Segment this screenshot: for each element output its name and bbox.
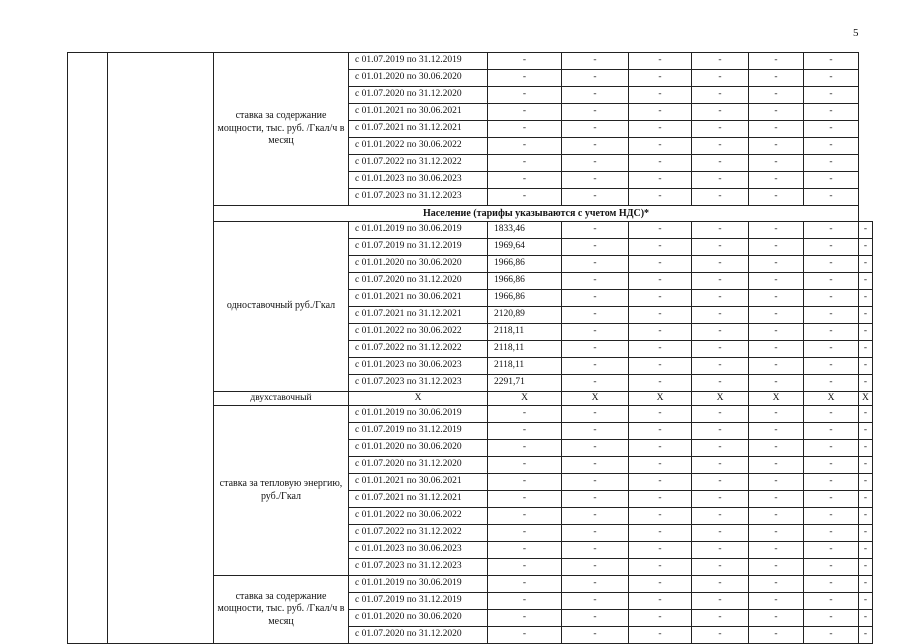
value-cell: - (562, 375, 629, 392)
value-cell: - (804, 273, 859, 290)
value-cell: - (804, 189, 859, 206)
value-cell: - (859, 406, 873, 423)
value-cell: - (692, 53, 749, 70)
period-cell: с 01.07.2019 по 31.12.2019 (349, 593, 488, 610)
period-cell: с 01.07.2019 по 31.12.2019 (349, 239, 488, 256)
value-cell: - (562, 222, 629, 239)
value-cell: - (804, 138, 859, 155)
value-cell: - (804, 627, 859, 644)
value-cell: - (692, 627, 749, 644)
value-cell: - (488, 627, 562, 644)
value-cell: - (692, 138, 749, 155)
value-cell: - (562, 324, 629, 341)
value-cell: - (629, 559, 692, 576)
tariff-value-cell: 2118,11 (488, 324, 562, 341)
value-cell: - (749, 222, 804, 239)
value-cell: - (804, 559, 859, 576)
value-cell: - (629, 239, 692, 256)
value-cell: - (804, 121, 859, 138)
value-cell: - (804, 525, 859, 542)
value-cell: - (629, 375, 692, 392)
value-cell: - (562, 610, 629, 627)
value-cell: - (859, 256, 873, 273)
value-cell: - (859, 542, 873, 559)
value-cell: - (804, 576, 859, 593)
x-cell: X (562, 392, 629, 406)
value-cell: - (488, 474, 562, 491)
value-cell: - (488, 593, 562, 610)
value-cell: - (804, 256, 859, 273)
value-cell: - (859, 559, 873, 576)
value-cell: - (562, 491, 629, 508)
value-cell: - (692, 290, 749, 307)
value-cell: - (488, 406, 562, 423)
value-cell: - (749, 172, 804, 189)
period-cell: с 01.01.2020 по 30.06.2020 (349, 610, 488, 627)
value-cell: - (629, 440, 692, 457)
value-cell: - (629, 627, 692, 644)
value-cell: - (692, 576, 749, 593)
value-cell: - (859, 358, 873, 375)
period-cell: с 01.01.2022 по 30.06.2022 (349, 508, 488, 525)
period-cell: с 01.01.2019 по 30.06.2019 (349, 406, 488, 423)
tariff-value-cell: 1969,64 (488, 239, 562, 256)
rate-label-single: одноставочный руб./Гкал (214, 222, 349, 392)
value-cell: - (692, 508, 749, 525)
value-cell: - (562, 457, 629, 474)
value-cell: - (629, 610, 692, 627)
value-cell: - (562, 406, 629, 423)
value-cell: - (859, 593, 873, 610)
value-cell: - (692, 189, 749, 206)
x-cell: X (749, 392, 804, 406)
value-cell: - (749, 525, 804, 542)
value-cell: - (562, 474, 629, 491)
value-cell: - (562, 542, 629, 559)
value-cell: - (804, 290, 859, 307)
value-cell: - (749, 324, 804, 341)
value-cell: - (749, 627, 804, 644)
tariff-value-cell: 1966,86 (488, 290, 562, 307)
value-cell: - (804, 239, 859, 256)
x-cell: X (859, 392, 873, 406)
value-cell: - (804, 104, 859, 121)
value-cell: - (804, 457, 859, 474)
value-cell: - (859, 440, 873, 457)
tariff-value-cell: 2120,89 (488, 307, 562, 324)
period-cell: с 01.07.2021 по 31.12.2021 (349, 307, 488, 324)
value-cell: - (804, 70, 859, 87)
value-cell: - (629, 324, 692, 341)
value-cell: - (692, 358, 749, 375)
value-cell: - (562, 121, 629, 138)
value-cell: - (859, 491, 873, 508)
value-cell: - (629, 358, 692, 375)
value-cell: - (804, 87, 859, 104)
value-cell: - (692, 341, 749, 358)
value-cell: - (859, 307, 873, 324)
value-cell: - (859, 239, 873, 256)
period-cell: с 01.07.2019 по 31.12.2019 (349, 423, 488, 440)
value-cell: - (859, 341, 873, 358)
x-cell: X (804, 392, 859, 406)
value-cell: - (562, 189, 629, 206)
value-cell: - (804, 593, 859, 610)
value-cell: - (692, 104, 749, 121)
value-cell: - (562, 104, 629, 121)
period-cell: с 01.01.2020 по 30.06.2020 (349, 70, 488, 87)
x-cell: X (488, 392, 562, 406)
value-cell: - (488, 53, 562, 70)
page-number: 5 (853, 27, 859, 39)
value-cell: - (692, 559, 749, 576)
period-cell: с 01.01.2021 по 30.06.2021 (349, 104, 488, 121)
value-cell: - (562, 70, 629, 87)
period-cell: с 01.07.2022 по 31.12.2022 (349, 341, 488, 358)
value-cell: - (859, 290, 873, 307)
section-title: Население (тарифы указываются с учетом НДС)* (214, 206, 859, 222)
value-cell: - (859, 457, 873, 474)
value-cell: - (804, 307, 859, 324)
value-cell: - (749, 542, 804, 559)
value-cell: - (562, 358, 629, 375)
value-cell: - (749, 559, 804, 576)
value-cell: - (692, 155, 749, 172)
value-cell: - (562, 508, 629, 525)
value-cell: - (562, 440, 629, 457)
value-cell: - (562, 525, 629, 542)
period-cell: с 01.01.2019 по 30.06.2019 (349, 222, 488, 239)
value-cell: - (749, 256, 804, 273)
value-cell: - (692, 307, 749, 324)
value-cell: - (562, 273, 629, 290)
rate-label-energy: ставка за тепловую энергию, руб./Гкал (214, 406, 349, 576)
organization-column-cell (108, 53, 214, 644)
value-cell: - (629, 525, 692, 542)
value-cell: - (629, 406, 692, 423)
value-cell: - (488, 423, 562, 440)
value-cell: - (749, 307, 804, 324)
x-cell: X (349, 392, 488, 406)
period-cell: с 01.01.2020 по 30.06.2020 (349, 440, 488, 457)
value-cell: - (804, 222, 859, 239)
value-cell: - (692, 593, 749, 610)
period-cell: с 01.01.2021 по 30.06.2021 (349, 290, 488, 307)
value-cell: - (692, 375, 749, 392)
value-cell: - (629, 138, 692, 155)
tariff-table (67, 52, 873, 644)
value-cell: - (859, 375, 873, 392)
value-cell: - (629, 189, 692, 206)
value-cell: - (859, 474, 873, 491)
value-cell: - (749, 87, 804, 104)
value-cell: - (804, 53, 859, 70)
value-cell: - (859, 576, 873, 593)
value-cell: - (804, 423, 859, 440)
value-cell: - (488, 457, 562, 474)
value-cell: - (629, 87, 692, 104)
period-cell: с 01.07.2021 по 31.12.2021 (349, 491, 488, 508)
value-cell: - (804, 610, 859, 627)
value-cell: - (562, 559, 629, 576)
value-cell: - (692, 474, 749, 491)
value-cell: - (488, 70, 562, 87)
value-cell: - (692, 406, 749, 423)
value-cell: - (629, 576, 692, 593)
value-cell: - (629, 53, 692, 70)
value-cell: - (629, 341, 692, 358)
value-cell: - (749, 290, 804, 307)
value-cell: - (859, 222, 873, 239)
value-cell: - (488, 121, 562, 138)
period-cell: с 01.07.2021 по 31.12.2021 (349, 121, 488, 138)
tariff-value-cell: 1966,86 (488, 273, 562, 290)
value-cell: - (804, 508, 859, 525)
value-cell: - (562, 576, 629, 593)
value-cell: - (692, 525, 749, 542)
value-cell: - (692, 70, 749, 87)
period-cell: с 01.07.2023 по 31.12.2023 (349, 375, 488, 392)
value-cell: - (629, 256, 692, 273)
value-cell: - (562, 172, 629, 189)
value-cell: - (692, 256, 749, 273)
value-cell: - (488, 440, 562, 457)
period-cell: с 01.07.2020 по 31.12.2020 (349, 273, 488, 290)
tariff-value-cell: 2118,11 (488, 358, 562, 375)
tariff-value-cell: 2118,11 (488, 341, 562, 358)
value-cell: - (749, 508, 804, 525)
value-cell: - (629, 155, 692, 172)
value-cell: - (749, 375, 804, 392)
value-cell: - (562, 593, 629, 610)
value-cell: - (692, 324, 749, 341)
value-cell: - (749, 341, 804, 358)
value-cell: - (629, 542, 692, 559)
value-cell: - (488, 525, 562, 542)
value-cell: - (629, 508, 692, 525)
value-cell: - (804, 474, 859, 491)
table-row (68, 53, 873, 70)
value-cell: - (629, 457, 692, 474)
value-cell: - (692, 87, 749, 104)
value-cell: - (692, 440, 749, 457)
x-cell: X (692, 392, 749, 406)
value-cell: - (859, 423, 873, 440)
value-cell: - (629, 222, 692, 239)
value-cell: - (562, 290, 629, 307)
value-cell: - (804, 155, 859, 172)
value-cell: - (692, 491, 749, 508)
value-cell: - (629, 104, 692, 121)
value-cell: - (804, 358, 859, 375)
value-cell: - (629, 121, 692, 138)
value-cell: - (749, 457, 804, 474)
value-cell: - (488, 610, 562, 627)
value-cell: - (692, 457, 749, 474)
value-cell: - (859, 525, 873, 542)
value-cell: - (692, 542, 749, 559)
value-cell: - (692, 222, 749, 239)
value-cell: - (749, 138, 804, 155)
value-cell: - (562, 239, 629, 256)
value-cell: - (692, 423, 749, 440)
value-cell: - (488, 138, 562, 155)
value-cell: - (859, 610, 873, 627)
period-cell: с 01.01.2022 по 30.06.2022 (349, 138, 488, 155)
value-cell: - (749, 474, 804, 491)
number-column-cell (68, 53, 108, 644)
value-cell: - (629, 423, 692, 440)
period-cell: с 01.07.2020 по 31.12.2020 (349, 627, 488, 644)
rate-label-capacity-2: ставка за содержание мощности, тыс. руб. /Гкал/ч в месяц (214, 576, 349, 644)
value-cell: - (749, 423, 804, 440)
value-cell: - (692, 172, 749, 189)
value-cell: - (749, 189, 804, 206)
value-cell: - (692, 273, 749, 290)
value-cell: - (692, 121, 749, 138)
value-cell: - (749, 358, 804, 375)
value-cell: - (488, 508, 562, 525)
value-cell: - (488, 491, 562, 508)
value-cell: - (749, 53, 804, 70)
value-cell: - (749, 593, 804, 610)
period-cell: с 01.01.2022 по 30.06.2022 (349, 324, 488, 341)
value-cell: - (804, 406, 859, 423)
value-cell: - (804, 542, 859, 559)
period-cell: с 01.07.2019 по 31.12.2019 (349, 53, 488, 70)
value-cell: - (488, 155, 562, 172)
period-cell: с 01.01.2023 по 30.06.2023 (349, 542, 488, 559)
value-cell: - (749, 104, 804, 121)
tariff-table-body (68, 53, 873, 644)
period-cell: с 01.01.2020 по 30.06.2020 (349, 256, 488, 273)
value-cell: - (488, 189, 562, 206)
period-cell: с 01.07.2023 по 31.12.2023 (349, 189, 488, 206)
value-cell: - (629, 474, 692, 491)
period-cell: с 01.07.2023 по 31.12.2023 (349, 559, 488, 576)
tariff-value-cell: 1833,46 (488, 222, 562, 239)
period-cell: с 01.01.2023 по 30.06.2023 (349, 172, 488, 189)
value-cell: - (488, 104, 562, 121)
value-cell: - (488, 172, 562, 189)
value-cell: - (562, 423, 629, 440)
value-cell: - (629, 273, 692, 290)
value-cell: - (562, 256, 629, 273)
value-cell: - (749, 70, 804, 87)
value-cell: - (749, 239, 804, 256)
value-cell: - (749, 576, 804, 593)
value-cell: - (629, 593, 692, 610)
value-cell: - (629, 70, 692, 87)
value-cell: - (804, 375, 859, 392)
value-cell: - (488, 542, 562, 559)
value-cell: - (488, 87, 562, 104)
value-cell: - (804, 341, 859, 358)
value-cell: - (749, 440, 804, 457)
value-cell: - (804, 491, 859, 508)
value-cell: - (804, 172, 859, 189)
value-cell: - (749, 610, 804, 627)
value-cell: - (749, 273, 804, 290)
value-cell: - (629, 307, 692, 324)
period-cell: с 01.01.2019 по 30.06.2019 (349, 576, 488, 593)
value-cell: - (692, 239, 749, 256)
value-cell: - (749, 491, 804, 508)
period-cell: с 01.07.2020 по 31.12.2020 (349, 87, 488, 104)
period-cell: с 01.07.2020 по 31.12.2020 (349, 457, 488, 474)
value-cell: - (629, 290, 692, 307)
value-cell: - (562, 341, 629, 358)
two-rate-label: двухставочный (214, 392, 349, 406)
value-cell: - (749, 406, 804, 423)
value-cell: - (562, 155, 629, 172)
value-cell: - (804, 440, 859, 457)
value-cell: - (562, 627, 629, 644)
value-cell: - (692, 610, 749, 627)
value-cell: - (562, 307, 629, 324)
value-cell: - (859, 273, 873, 290)
period-cell: с 01.07.2022 по 31.12.2022 (349, 525, 488, 542)
value-cell: - (629, 172, 692, 189)
value-cell: - (859, 324, 873, 341)
value-cell: - (749, 121, 804, 138)
value-cell: - (562, 87, 629, 104)
value-cell: - (859, 508, 873, 525)
period-cell: с 01.01.2021 по 30.06.2021 (349, 474, 488, 491)
tariff-value-cell: 2291,71 (488, 375, 562, 392)
value-cell: - (804, 324, 859, 341)
period-cell: с 01.07.2022 по 31.12.2022 (349, 155, 488, 172)
period-cell: с 01.01.2023 по 30.06.2023 (349, 358, 488, 375)
tariff-value-cell: 1966,86 (488, 256, 562, 273)
value-cell: - (859, 627, 873, 644)
value-cell: - (562, 138, 629, 155)
value-cell: - (749, 155, 804, 172)
value-cell: - (629, 491, 692, 508)
value-cell: - (562, 53, 629, 70)
x-cell: X (629, 392, 692, 406)
value-cell: - (488, 559, 562, 576)
rate-label-capacity: ставка за содержание мощности, тыс. руб. /Гкал/ч в месяц (214, 53, 349, 206)
value-cell: - (488, 576, 562, 593)
